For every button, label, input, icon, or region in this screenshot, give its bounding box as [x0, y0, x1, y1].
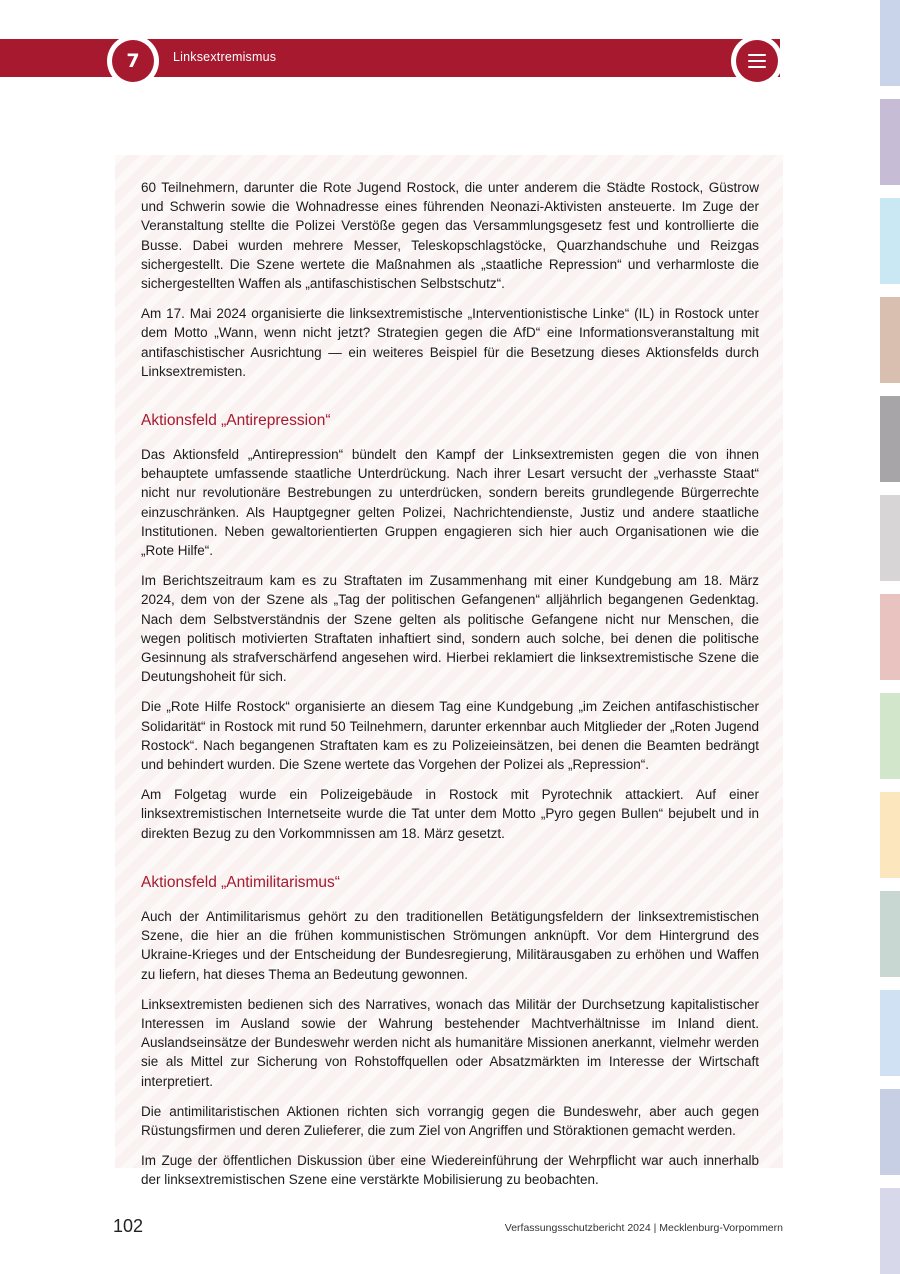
- chapter-tab-12[interactable]: [880, 1089, 900, 1175]
- chapter-tab-8[interactable]: [880, 693, 900, 779]
- paragraph: Das Aktionsfeld „Antirepression“ bündelt den Kampf der Linksextremisten gegen die von ihnen behauptete umfassende staatliche Unterdrückung. Nach ihrer Lesart versucht der „verhasste Staat“ nicht nur revolutionäre Bestrebungen zu unterdrücken, sondern bereits grundlegende Bürgerrechte einzuschränken. Als Hauptgegner gelten Polizei, Nachrichtendienste, Justiz und andere staatliche Institutionen. Neben gewaltorientierten Gruppen engagieren sich hier auch Organisationen wie die „Rote Hilfe“.: [141, 447, 759, 559]
- menu-button-frame: [731, 35, 783, 87]
- chapter-number: 7: [112, 40, 154, 82]
- chapter-tab-11[interactable]: [880, 990, 900, 1076]
- chapter-tab-2[interactable]: [880, 99, 900, 185]
- paragraph: Auch der Antimilitarismus gehört zu den traditionellen Betätigungsfeldern der linksextremistischen Szene, die hier an die frühen kommunistischen Strömungen anknüpft. Vor dem Hintergrund des Ukraine-Krieges und der Entscheidung der Bundesregierung, Militärausgaben zu erhöhen und Waffen zu liefern, hat dieses Thema an Bedeutung gewonnen.: [141, 908, 759, 982]
- chapter-badge: [107, 35, 159, 87]
- article-body: [141, 178, 759, 1201]
- hamburger-icon: [748, 60, 766, 62]
- paragraph: Die „Rote Hilfe Rostock“ organisierte an diesem Tag eine Kundgebung „im Zeichen antifaschistischer Solidarität“ in Rostock mit rund 50 Teilnehmern, darunter erkennbar auch Mitglieder der „Roten Jugend Rostock“. Nach begangenen Straftaten kam es zu Polizeieinsätzen, bei denen die Beamten bedrängt und behindert wurden. Die Szene wertete das Vorgehen der Polizei als „Repression“.: [141, 699, 759, 773]
- paragraph: Die antimilitaristischen Aktionen richten sich vorrangig gegen die Bundeswehr, aber auch gegen Rüstungsfirmen und deren Zulieferer, die zum Ziel von Angriffen und Störaktionen gemacht werden.: [141, 1103, 759, 1138]
- hamburger-icon: [748, 54, 766, 56]
- chapter-tab-9[interactable]: [880, 792, 900, 878]
- section-heading-antirepression: Aktionsfeld „Antirepression“: [141, 412, 331, 430]
- chapter-tab-4[interactable]: [880, 297, 900, 383]
- chapter-tab-6[interactable]: [880, 495, 900, 581]
- chapter-tab-5[interactable]: [880, 396, 900, 482]
- chapter-side-tabs: [880, 0, 900, 1272]
- page-number: 102: [113, 1216, 144, 1236]
- hamburger-icon: [748, 66, 766, 68]
- paragraph: Im Zuge der öffentlichen Diskussion über eine Wiedereinführung der Wehrpflicht war auch innerhalb der linksextremistischen Szene eine verstärkte Mobilisierung zu beobachten.: [141, 1153, 759, 1188]
- chapter-tab-1[interactable]: [880, 0, 900, 86]
- footer-publication: Verfassungsschutzbericht 2024 | Mecklenburg-Vorpommern: [504, 1222, 783, 1234]
- chapter-tab-10[interactable]: [880, 891, 900, 977]
- paragraph: Am 17. Mai 2024 organisierte die linksextremistische „Interventionistische Linke“ (IL) in Rostock unter dem Motto „Wann, wenn nicht jetzt? Strategien gegen die AfD“ eine Informationsveranstaltung mit antifaschistischer Ausrichtung — ein weiteres Beispiel für die Besetzung dieses Aktionsfelds durch Linksextremisten.: [141, 306, 759, 379]
- chapter-title: Linksextremismus: [173, 50, 277, 64]
- menu-button[interactable]: [736, 40, 778, 82]
- section-heading-antimilitarismus: Aktionsfeld „Antimilitarismus“: [141, 873, 340, 891]
- paragraph: 60 Teilnehmern, darunter die Rote Jugend Rostock, die unter anderem die Städte Rostock, Güstrow und Schwerin sowie die Wohnadresse eines führenden Neonazi-Aktivisten ansteuerte. Im Zuge der Veranstaltung stellte die Polizei Verstöße gegen das Versammlungsgesetz fest und kontrollierte die Busse. Dabei wurden mehrere Messer, Teleskopschlagstöcke, Quarzhandschuhe und Reizgas sichergestellt. Die Szene wertete die Maßnahmen als „staatliche Repression“ und verharmloste die sichergestellten Waffen als „antifaschistischen Selbstschutz“.: [141, 180, 759, 292]
- chapter-tab-3[interactable]: [880, 198, 900, 284]
- paragraph: Linksextremisten bedienen sich des Narratives, wonach das Militär der Durchsetzung kapitalistischer Interessen im Ausland sowie der Wahrung bestehender Machtverhältnisse im Inland dient. Auslandseinsätze der Bundeswehr werden nicht als humanitäre Missionen anerkannt, vielmehr werden sie als Mittel zur Sicherung von Rohstoffquellen oder Absatzmärkten im Interesse der Wirtschaft interpretiert.: [141, 996, 759, 1089]
- chapter-tab-7[interactable]: [880, 594, 900, 680]
- paragraph: Im Berichtszeitraum kam es zu Straftaten im Zusammenhang mit einer Kundgebung am 18. März 2024, dem von der Szene als „Tag der politischen Gefangenen“ alljährlich begangenen Gedenktag. Nach dem Selbstverständnis der Szene gelten als politische Gefangene nicht nur Menschen, die wegen politisch motivierten Straftaten inhaftiert sind, sondern auch solche, bei denen die politische Gesinnung als strafverschärfend angesehen wird. Hierbei reklamiert die linksextremistische Szene die Deutungshoheit für sich.: [141, 573, 759, 685]
- chapter-tab-13[interactable]: [880, 1188, 900, 1274]
- paragraph: Am Folgetag wurde ein Polizeigebäude in Rostock mit Pyrotechnik attackiert. Auf einer linksextremistischen Internetseite wurde die Tat unter dem Motto „Pyro gegen Bullen“ bejubelt und in direkten Bezug zu den Vorkommnissen am 18. März gesetzt.: [141, 787, 759, 841]
